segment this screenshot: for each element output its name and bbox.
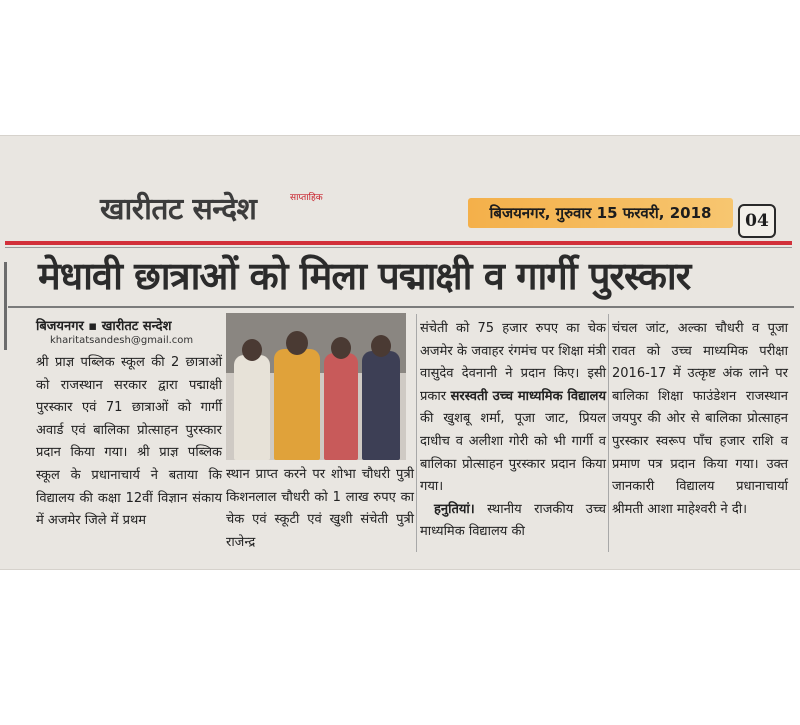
masthead-title: खारीतट सन्देश: [100, 192, 257, 227]
masthead-rule-thin: [5, 247, 792, 248]
column-divider: [416, 314, 417, 552]
article-column-2: स्थान प्राप्त करने पर शोभा चौधरी पुत्री किशनलाल चौधरी को 1 लाख रुपए का चेक एवं स्कूटी एवं खुशी संचेती पुत्री राजेन्द्र: [226, 467, 414, 550]
page-number: 04: [738, 204, 776, 238]
dateline-place: हनुतियां।: [434, 501, 475, 517]
article-column-3: संचेती को 75 हजार रुपए का चेक अजमेर के जवाहर रंगमंच पर शिक्षा मंत्री वासुदेव देवनानी ने प्रदान किए। इसी प्रकार सरस्वती उच्च माध्यमिक विद्यालय की खुशबू शर्मा, पूजा जाट, प्रियल दाधीच व अलीशा गोरी को भी गार्गी व बालिका प्रोत्साहन पुरस्कार प्रदान किया गया। हनुतियां। स्थानीय राजकीय उच्च माध्यमिक विद्यालय की: [420, 321, 606, 540]
article-byline: बिजयनगर ▪ खारीतट सन्देश: [36, 319, 172, 334]
article-column-4: चंचल जांट, अल्का चौधरी व पूजा रावत को उच्च माध्यमिक परीक्षा 2016-17 में उत्कृष्ट अंक लाने पर बालिका शिक्षा फाउंडेशन राजस्थान जयपुर की ओर से बालिका प्रोत्साहन पुरस्कार स्वरूप पाँच हजार राशि व प्रमाण पत्र प्रदान किया गया। उक्त जानकारी विद्यालय प्रधानाचार्या श्रीमती आशा माहेश्वरी ने दी।: [612, 321, 788, 517]
column-divider: [608, 314, 609, 552]
dateline: बिजयनगर, गुरुवार 15 फरवरी, 2018: [468, 198, 733, 228]
sidebar-mark: [4, 262, 7, 350]
school-name-bold: सरस्वती उच्च माध्यमिक विद्यालय: [450, 388, 606, 404]
masthead-tag: साप्ताहिक: [290, 193, 323, 203]
article-headline: मेधावी छात्राओं को मिला पद्माक्षी व गार्गी पुरस्कार: [38, 254, 691, 298]
headline-rule: [8, 306, 794, 308]
award-photo: [226, 313, 406, 460]
article-email: kharitatsandesh@gmail.com: [50, 335, 194, 346]
masthead-rule: [5, 241, 792, 245]
article-column-1: श्री प्राज्ञ पब्लिक स्कूल की 2 छात्राओं को राजस्थान सरकार द्वारा पद्माक्षी पुरस्कार एवं 71 छात्राओं को गार्गी अवार्ड एवं बालिका प्रोत्साहन पुरस्कार प्रदान किया गया। श्री प्राज्ञ पब्लिक स्कूल के प्रधानाचार्य ने बताया कि विद्यालय की कक्षा 12वीं विज्ञान संकाय में अजमेर जिले में प्रथम: [36, 355, 222, 529]
